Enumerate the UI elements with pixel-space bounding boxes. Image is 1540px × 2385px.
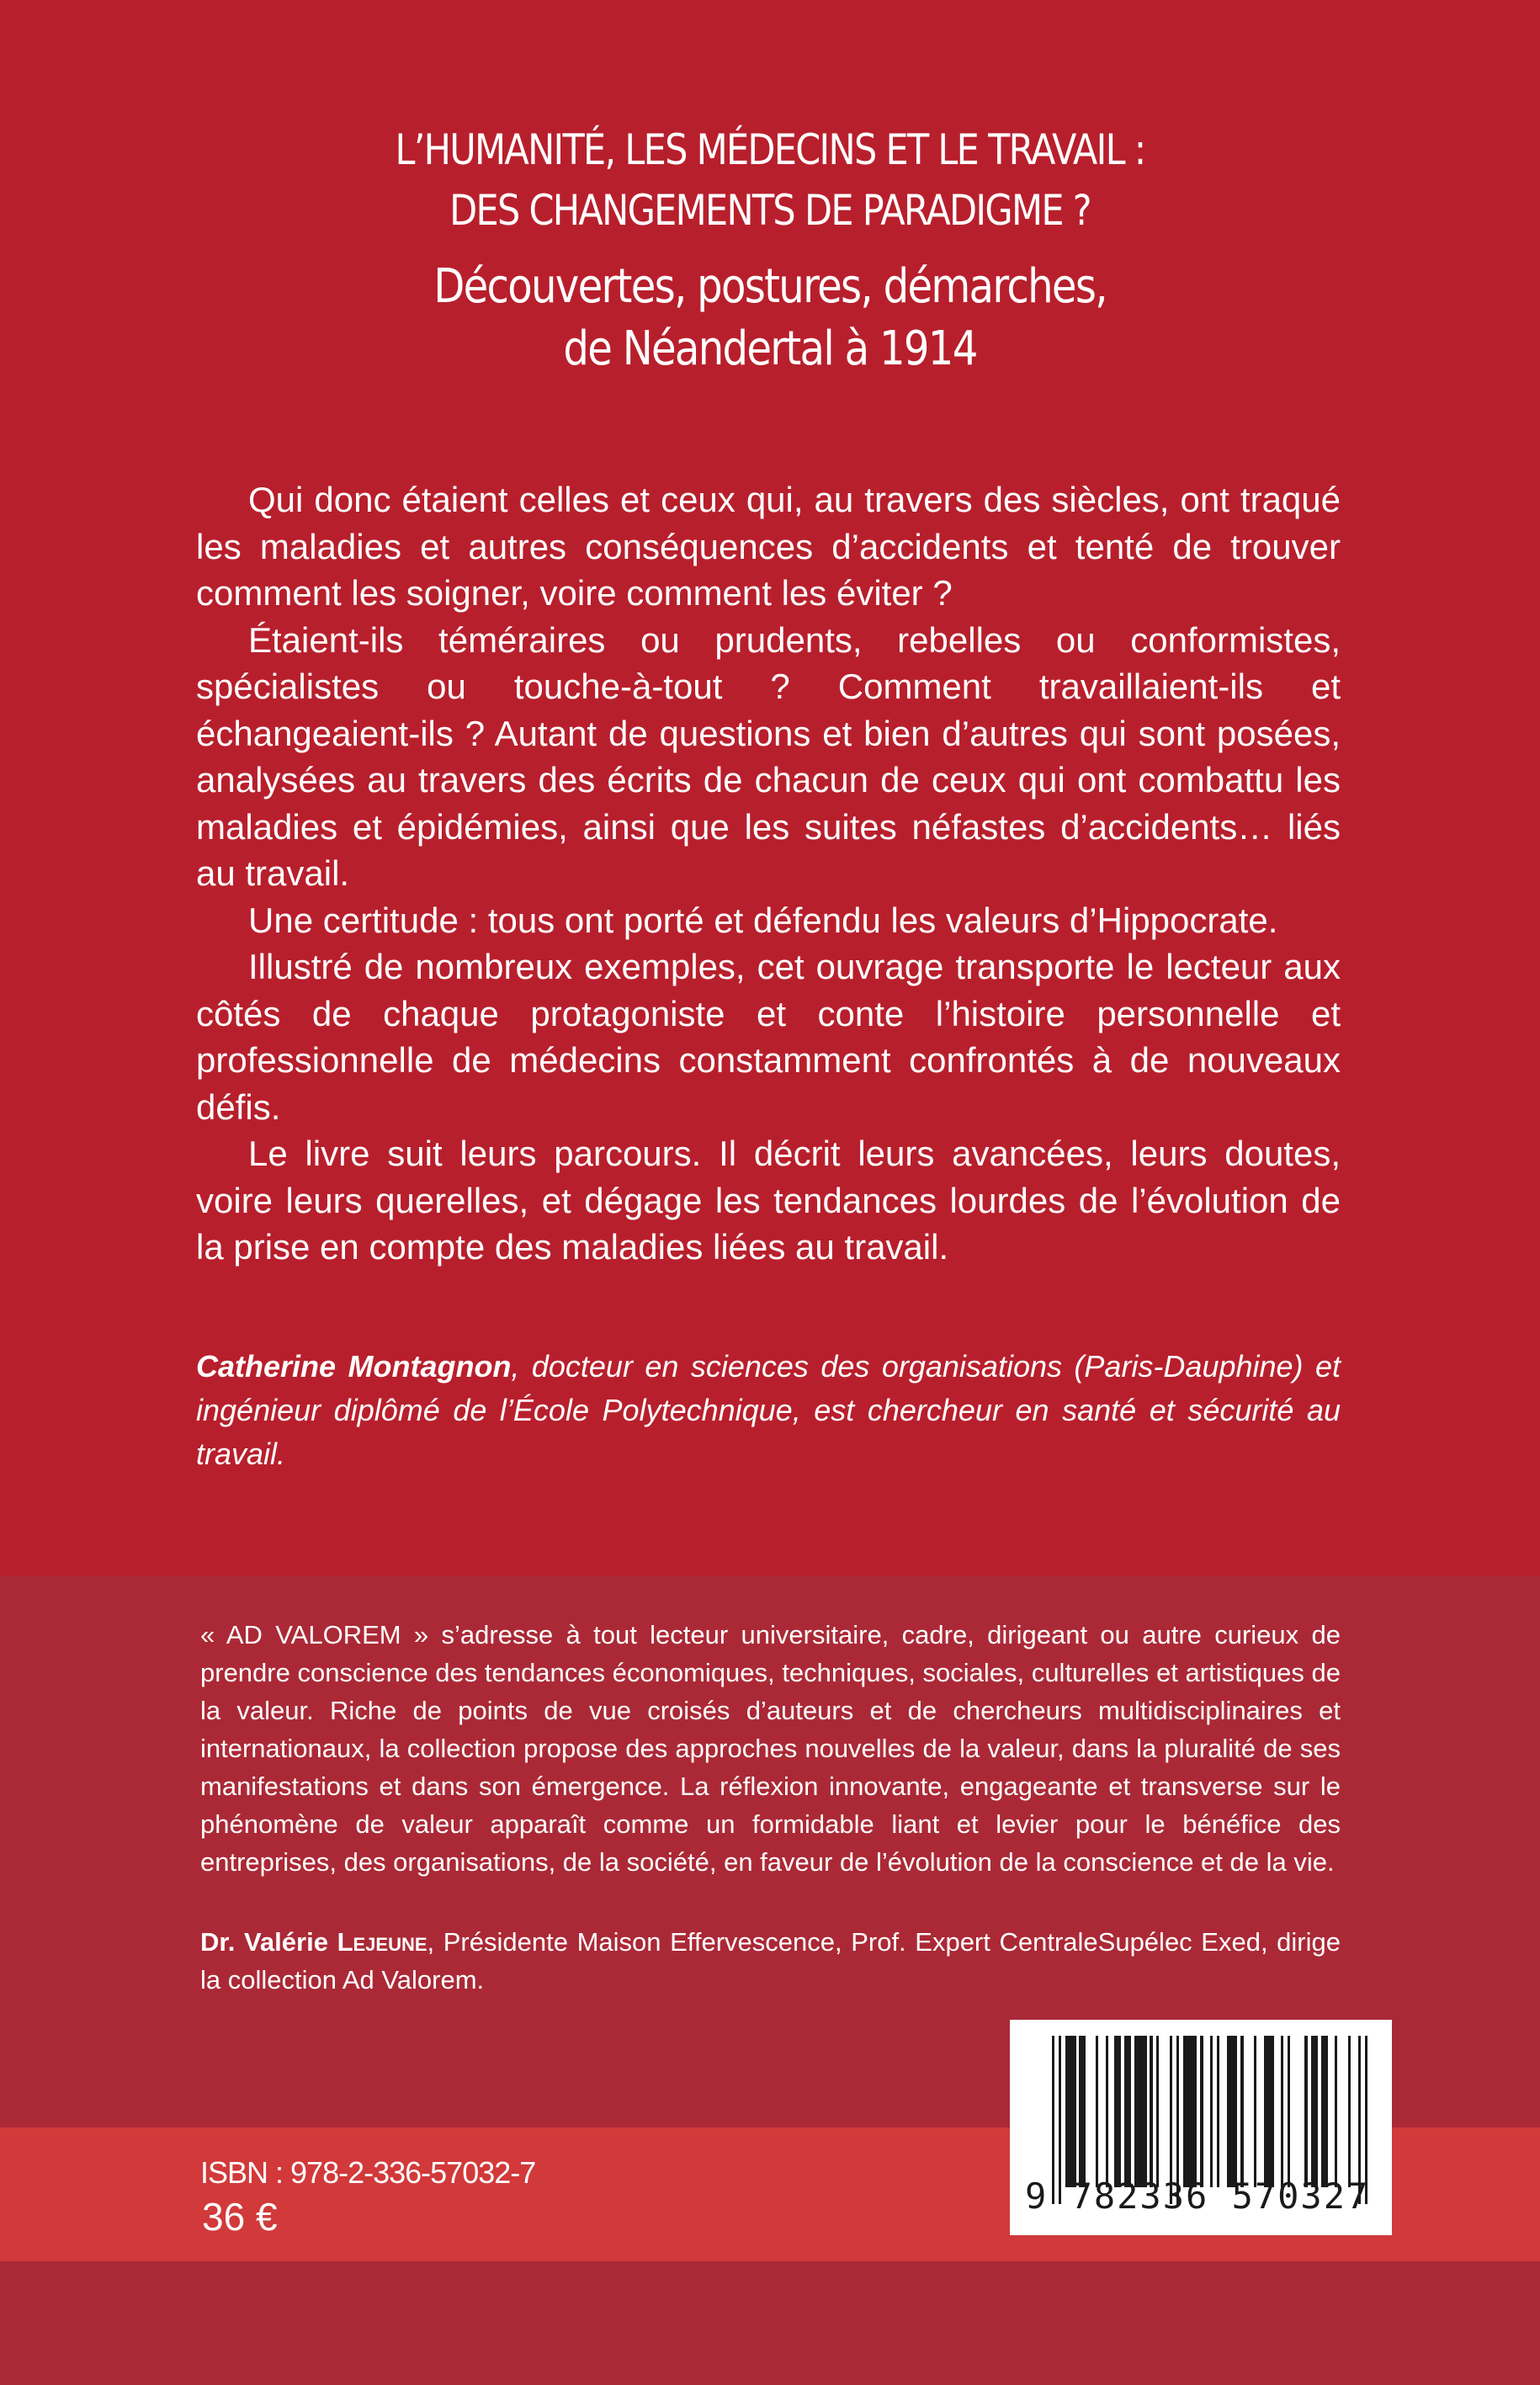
author-name: Catherine Montagnon	[196, 1349, 512, 1384]
price-label: 36 €	[202, 2195, 278, 2239]
title-line-1: L’HUMANITÉ, LES MÉDECINS ET LE TRAVAIL :	[395, 125, 1145, 174]
director-surname: Lejeune	[337, 1927, 427, 1957]
bottom-band	[0, 2261, 1540, 2385]
blurb-paragraph: Étaient-ils téméraires ou prudents, rebelles ou conformistes, spécialistes ou touche-à-tout ? Comment travaillaient-ils et échangeaient-ils ? Autant de questions et bien d’autres qui sont posées, analysées au travers des écrits de chacun de ceux qui ont combattu les maladies et épidémies, ainsi que les suites néfastes d’accidents… liés au travail.	[196, 619, 1341, 893]
blurb-paragraph: Le livre suit leurs parcours. Il décrit leurs avancées, leurs doutes, voire leurs querelles, et dégage les tendances lourdes de l’évolution de la prise en compte des maladies liées au travail.	[196, 1134, 1341, 1267]
barcode-digits: 9 782336 570327	[1025, 2175, 1370, 2217]
barcode	[1010, 2020, 1392, 2235]
book-subtitle	[108, 256, 1432, 380]
blurb-paragraph: Une certitude : tous ont porté et défendu les valeurs d’Hippocrate.	[248, 900, 1278, 940]
director-prefix: Dr. Valérie	[200, 1927, 337, 1957]
title-line-2: DES CHANGEMENTS DE PARADIGME ?	[449, 186, 1091, 235]
book-title	[108, 120, 1432, 241]
blurb-paragraph: Illustré de nombreux exemples, cet ouvrage transporte le lecteur aux côtés de chaque protagoniste et conte l’histoire personnelle et professionnelle de médecins constamment confrontés à de nouveaux défis.	[196, 947, 1341, 1127]
isbn-label: ISBN : 978-2-336-57032-7	[200, 2155, 536, 2190]
blurb-paragraph: Qui donc étaient celles et ceux qui, au travers des siècles, ont traqué les maladies et autres conséquences d’accidents et tenté de trouver comment les soigner, voire comment les éviter ?	[196, 480, 1341, 613]
subtitle-line-2: de Néandertal à 1914	[563, 321, 977, 376]
collection-director	[200, 1923, 1341, 1999]
author-bio	[196, 1345, 1341, 1476]
author-bio-text: , docteur en sciences des organisations (Paris-Dauphine) et ingénieur diplômé de l’École Polytechnique, est chercheur en santé et sécurité au travail.	[196, 1349, 1341, 1471]
subtitle-line-1: Découvertes, postures, démarches,	[433, 259, 1107, 314]
director-text: , Présidente Maison Effervescence, Prof. Expert CentraleSupélec Exed, dirige la collection Ad Valorem.	[200, 1927, 1341, 1995]
blurb	[196, 476, 1341, 1271]
collection-description: « AD VALOREM » s’adresse à tout lecteur universitaire, cadre, dirigeant ou autre curieux de prendre conscience des tendances économiques, techniques, sociales, culturelles et artistiques de la valeur. Riche de points de vue croisés d’auteurs et de chercheurs multidisciplinaires et internationaux, la collection propose des approches nouvelles de la valeur, dans la pluralité de ses manifestations et dans son émergence. La réflexion innovante, engageante et transverse sur le phénomène de valeur apparaît comme un formidable liant et levier pour le bénéfice des entreprises, des organisations, de la société, en faveur de l’évolution de la conscience et de la vie.	[200, 1620, 1341, 1877]
